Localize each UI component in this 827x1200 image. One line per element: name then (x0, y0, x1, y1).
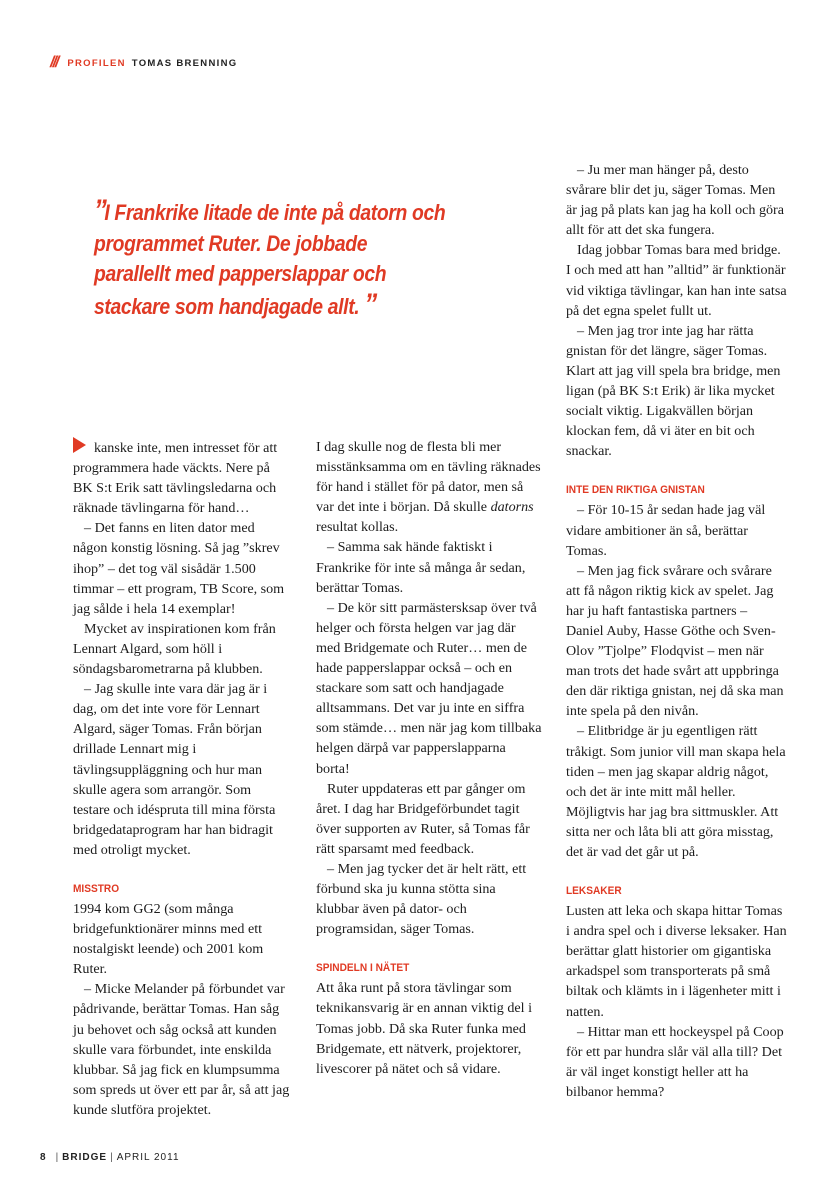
subheading-gnistan: INTE DEN RIKTIGA GNISTAN (566, 484, 705, 497)
paragraph: – Men jag tror inte jag har rätta gnistan för det längre, säger Tomas. Klart att jag vill spela bra bridge, men ligan (på BK S:t Erik) är lika mycket socialt viktig. Ligakvällen början klockan fem, då vi äter en bit och snackar. (566, 322, 781, 460)
paragraph-text: resultat kollas. (316, 519, 399, 536)
page-footer (40, 1152, 180, 1163)
paragraph-text: I dag skulle nog de flesta bli mer misstänksamma om en tävling räknades för hand i stället för på dator, men så var det inte i början. Då skulle (316, 439, 541, 516)
paragraph: – Men jag fick svårare och svårare att få någon riktig kick av spelet. Jag har ju haft fantastiska partners – Daniel Auby, Hasse Göthe och Sven-Olov ”Tjolpe” Flodqvist – men när man trots det hade svårt att uppbringa den där riktiga gnistan, nej då ska man inte spela på den nivån. (566, 562, 784, 720)
paragraph: Idag jobbar Tomas bara med bridge. I och med att han ”alltid” är funktionär vid viktiga tävlingar, kan han inte satsa på det egna spelet fullt ut. (566, 242, 787, 319)
subheading-spindeln: SPINDELN I NÄTET (316, 962, 410, 975)
issue-date: APRIL 2011 (116, 1152, 180, 1163)
paragraph: – Ju mer man hänger på, desto svårare blir det ju, säger Tomas. Men är jag på plats kan jag ha koll och göra allt för att det ska fungera. (566, 162, 784, 239)
subheading-leksaker: LEKSAKER (566, 885, 622, 898)
quote-marks-icon: /// (50, 54, 58, 71)
article-column-1 (73, 437, 291, 1120)
pull-quote-text: I Frankrike litade de inte på datorn och programmet Ruter. De jobbade parallellt med papperslappar och stackare som handjagade allt. (94, 200, 446, 319)
pull-quote-close-mark: ” (364, 287, 375, 321)
arrow-right-icon (73, 437, 86, 453)
paragraph: – Men jag tycker det är helt rätt, ett förbund ska ju kunna stötta sina klubbar även på dator- och programsidan, säger Tomas. (316, 860, 527, 938)
pull-quote-open-mark: ” (94, 194, 105, 227)
article-column-2 (316, 437, 542, 1079)
paragraph: – Micke Melander på förbundet var pådrivande, berättar Tomas. Han såg ju behovet och såg också att kunden skulle vara förbundet, inte enskilda klubbar. Så jag fick en klumpsumma som spreds ut över ett par år, så att jag kunde slutföra projektet. (73, 981, 290, 1118)
paragraph-text: kanske inte, men intresset för att programmera hade väckts. Nere på BK S:t Erik satt tävlingsledarna och räknade tävlingarna för hand… (73, 440, 278, 517)
paragraph: – Jag skulle inte vara där jag är i dag, om det inte vore för Lennart Algard, säger Tomas. Från början drillade Lennart mig i tävlingsuppläggning och hur man skulle agera som arrangör. Som testare och idéspruta till mina första bridgedataprogram har han bidragit med otroligt mycket. (73, 681, 276, 858)
divider: | (110, 1152, 114, 1163)
paragraph: – Hittar man ett hockeyspel på Coop för ett par hundra slår väl alla till? Det är väl inget konstigt heller att ha bilbanor hemma? (566, 1023, 784, 1100)
section-header (50, 54, 237, 72)
section-name: PROFILEN (67, 57, 126, 69)
paragraph: Att åka runt på stora tävlingar som teknikansvarig är en annan viktig del i Tomas jobb. Då ska Ruter funka med Bridgemate, ett nätverk, projektorer, livescorer på nätet och så vidare. (316, 980, 533, 1077)
paragraph: Lusten att leka och skapa hittar Tomas i andra spel och i diverse leksaker. Han berättar glatt historier om gigantiska arkadspel som transporterats på små biltak och klämts in i lägenheter mitt i natten. (566, 903, 787, 1020)
paragraph: – Elitbridge är ju egentligen rätt tråkigt. Som junior vill man skapa hela tiden – men jag skapar aldrig något, och det är inte mitt mål heller. Möjligtvis har jag bra sittmuskler. Att sitta ner och låta bli att göra misstag, det är vad det går ut på. (566, 723, 786, 860)
article-column-3 (566, 160, 788, 1102)
magazine-name: BRIDGE (62, 1152, 108, 1163)
emphasis-text: datorns (490, 499, 534, 516)
paragraph: – Samma sak hände faktiskt i Frankrike för inte så många år sedan, berättar Tomas. (316, 539, 526, 596)
paragraph: – Det fanns en liten dator med någon konstig lösning. Så jag ”skrev ihop” – det tog väl sisådär 1.500 timmar – ett program, TB Score, som jag sålde i hela 14 exemplar! (73, 520, 285, 617)
divider: | (55, 1152, 60, 1163)
pull-quote (94, 196, 447, 322)
paragraph: Mycket av inspirationen kom från Lennart Algard, som höll i söndagsbarometrarna på klubben. (73, 620, 276, 678)
paragraph (316, 437, 542, 537)
paragraph: – För 10-15 år sedan hade jag väl vidare ambitioner än så, berättar Tomas. (566, 502, 766, 559)
paragraph (73, 437, 291, 518)
profile-name: TOMAS BRENNING (131, 57, 238, 69)
page-number: 8 (40, 1152, 47, 1163)
paragraph: Ruter uppdateras ett par gånger om året. I dag har Bridgeförbundet tagit över supporten av Ruter, så Tomas får rätt sparsamt med feedback. (316, 780, 530, 857)
paragraph: – De kör sitt parmästersksap över två helger och första helgen var jag där med Bridgemate och Ruter… men de hade papperslappar också – och en stackare som satt och handjagade alltsammans. Det var ju inte en siffra som stämde… men när jag kom tillbaka helgen därpå var papperslapparna borta! (316, 599, 542, 777)
subheading-misstro: MISSTRO (73, 882, 120, 895)
paragraph: 1994 kom GG2 (som många bridgefunktionärer minns med ett nostalgiskt leende) och 2001 kom Ruter. (73, 900, 264, 978)
